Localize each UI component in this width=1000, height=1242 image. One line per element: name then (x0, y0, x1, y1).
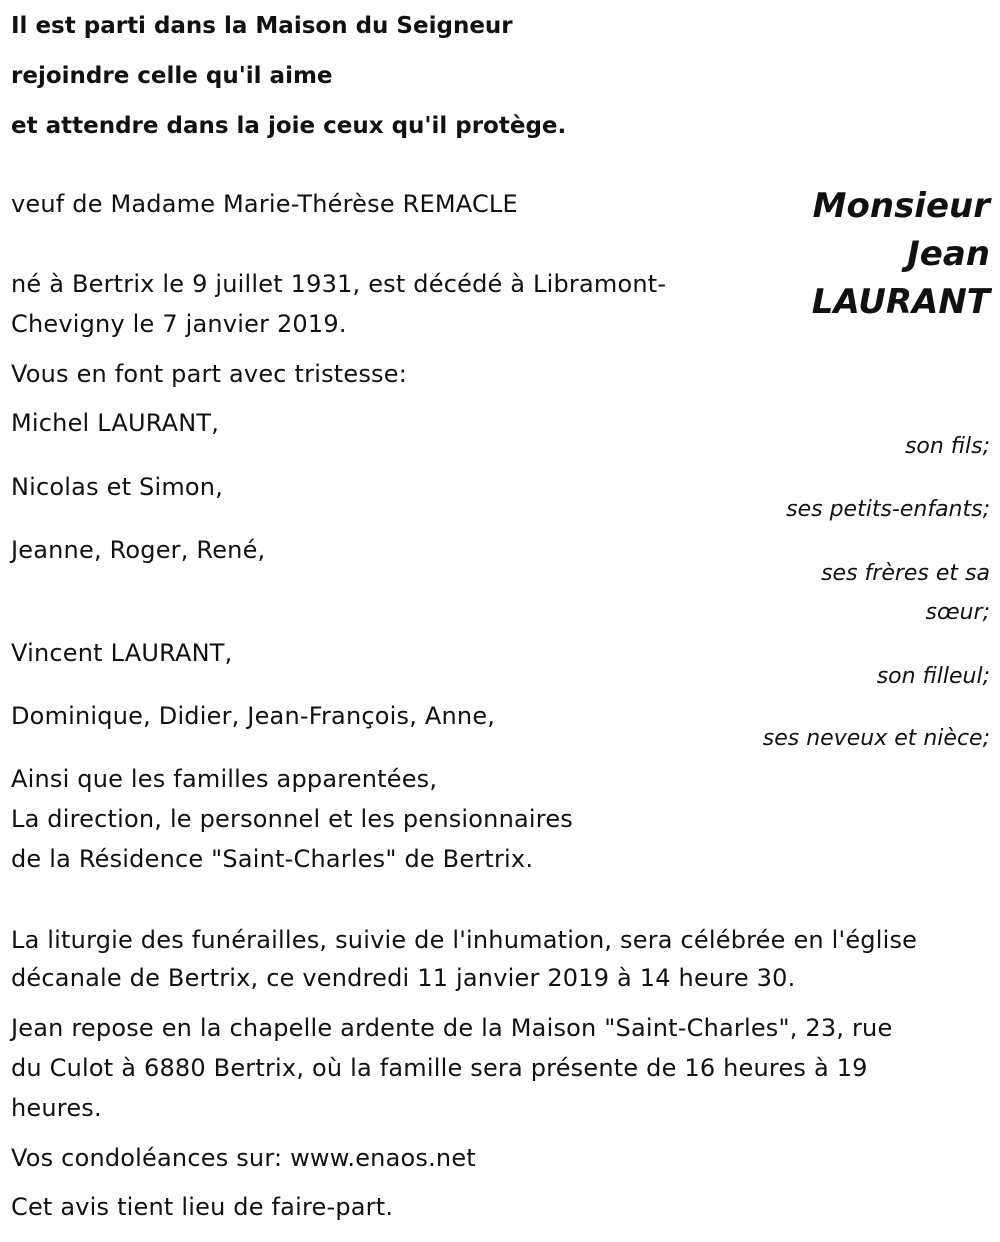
family-names: Jeanne, Roger, René, (11, 536, 266, 564)
birth-death-line-2: Chevigny le 7 janvier 2019. (11, 310, 347, 338)
family-names: Nicolas et Simon, (11, 473, 224, 501)
chapel-line-1: Jean repose en la chapelle ardente de la Maison "Saint-Charles", 23, rue (11, 1014, 893, 1042)
family-relation: ses neveux et nièce; (762, 726, 990, 751)
widower-line: veuf de Madame Marie-Thérèse REMACLE (11, 190, 518, 218)
family-relation: son filleul; (876, 664, 990, 689)
others-line-1: Ainsi que les familles apparentées, (11, 765, 438, 793)
family-names: Vincent LAURANT, (11, 639, 233, 667)
intro-line-1: Il est parti dans la Maison du Seigneur (11, 13, 513, 39)
intro-line-3: et attendre dans la joie ceux qu'il protège. (11, 113, 567, 139)
announcement: Vous en font part avec tristesse: (11, 360, 408, 388)
intro-line-2: rejoindre celle qu'il aime (11, 63, 333, 89)
deceased-last-name: LAURANT (811, 282, 990, 322)
deceased-title: Monsieur (812, 186, 990, 226)
chapel-line-3: heures. (11, 1094, 102, 1122)
birth-death-line-1: né à Bertrix le 9 juillet 1931, est décédé à Libramont- (11, 270, 667, 298)
family-names: Dominique, Didier, Jean-François, Anne, (11, 702, 496, 730)
family-relation: son fils; (904, 434, 990, 459)
notice-line: Cet avis tient lieu de faire-part. (11, 1193, 394, 1221)
liturgy-line-1: La liturgie des funérailles, suivie de l'inhumation, sera célébrée en l'église (11, 926, 918, 954)
family-relation: ses petits-enfants; (786, 497, 990, 522)
family-relation: sœur; (925, 600, 990, 625)
condolences-line: Vos condoléances sur: www.enaos.net (11, 1144, 476, 1172)
chapel-line-2: du Culot à 6880 Bertrix, où la famille sera présente de 16 heures à 19 (11, 1054, 868, 1082)
deceased-name (690, 182, 990, 326)
others-line-2: La direction, le personnel et les pensionnaires (11, 805, 573, 833)
deceased-first-name: Jean (907, 234, 990, 274)
others-line-3: de la Résidence "Saint-Charles" de Bertrix. (11, 845, 534, 873)
family-names: Michel LAURANT, (11, 409, 220, 437)
liturgy-line-2: décanale de Bertrix, ce vendredi 11 janvier 2019 à 14 heure 30. (11, 964, 796, 992)
family-relation: ses frères et sa (821, 561, 990, 586)
